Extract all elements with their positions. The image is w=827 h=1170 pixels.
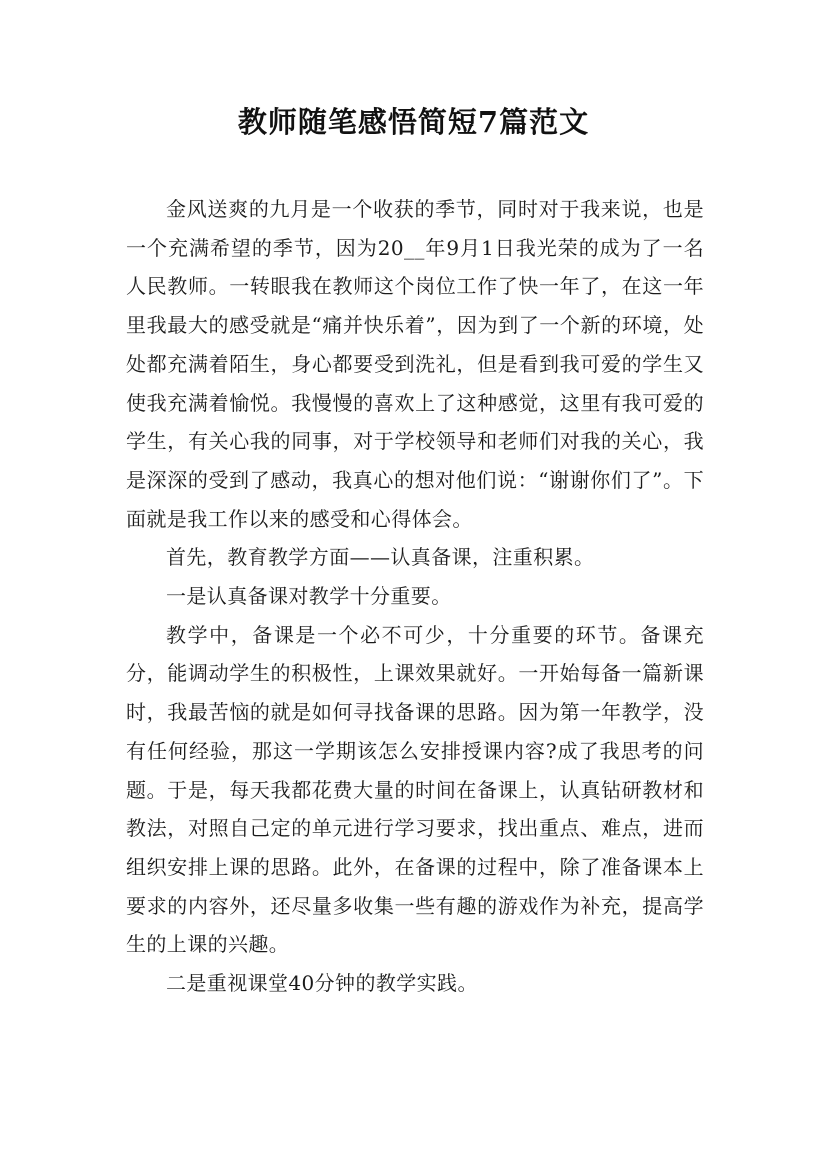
- paragraph-point-one: 一是认真备课对教学十分重要。: [166, 584, 452, 609]
- paragraph-heading-teaching: 首先，教育教学方面——认真备课，注重积累。: [166, 545, 595, 570]
- paragraph-intro: 金风送爽的九月是一个收获的季节，同时对于我来说，也是一个充满希望的季节，因为20__年9月1日我光荣的成为了一名人民教师。一转眼我在教师这个岗位工作了快一年了，在这一年里我最大的感受就是“痛并快乐着”，因为到了一个新的环境，处处都充满着陌生，身心都要受到洗礼，但是看到我可爱的学生又使我充满着愉悦。我慢慢的喜欢上了这种感觉，这里有我可爱的学生，有关心我的同事，对于学校领导和老师们对我的关心，我是深深的受到了感动，我真心的想对他们说：“谢谢你们了”。下面就是我工作以来的感受和心得体会。: [126, 197, 704, 531]
- document-title: 教师随笔感悟简短7篇范文: [237, 105, 590, 139]
- paragraph-point-two: 二是重视课堂40分钟的教学实践。: [166, 971, 478, 996]
- paragraph-lesson-prep: 教学中，备课是一个必不可少，十分重要的环节。备课充分，能调动学生的积极性，上课效果就好。一开始每备一篇新课时，我最苦恼的就是如何寻找备课的思路。因为第一年教学，没有任何经验，那这一学期该怎么安排授课内容?成了我思考的问题。于是，每天我都花费大量的时间在备课上，认真钻研教材和教法，对照自己定的单元进行学习要求，找出重点、难点，进而组织安排上课的思路。此外，在备课的过程中，除了准备课本上要求的内容外，还尽量多收集一些有趣的游戏作为补充，提高学生的上课的兴趣。: [126, 622, 704, 957]
- document-body: [126, 190, 704, 1003]
